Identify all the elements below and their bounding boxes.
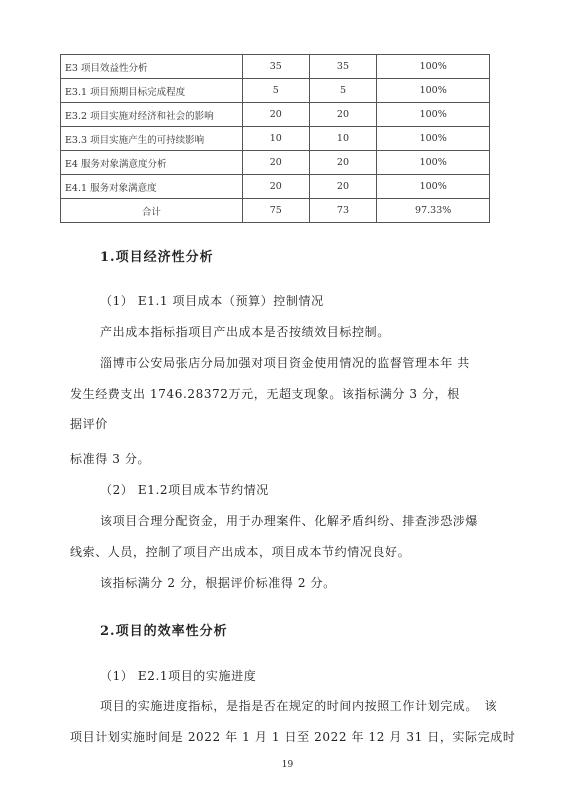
indicator-name-cell: E3.1 项目预期目标完成程度 [61, 79, 243, 103]
score-cell: 5 [309, 79, 377, 103]
table-row [61, 199, 490, 223]
indicator-name-cell: E4 服务对象满意度分析 [61, 151, 243, 175]
table-row [61, 79, 490, 103]
score-cell: 73 [309, 199, 377, 223]
indicator-name-cell: E3 项目效益性分析 [61, 55, 243, 79]
score-cell: 20 [309, 103, 377, 127]
indicator-name-cell: E3.2 项目实施对经济和社会的影响 [61, 103, 243, 127]
score-cell: 35 [309, 55, 377, 79]
full-score-cell: 20 [242, 151, 309, 175]
table-row [61, 127, 490, 151]
indicator-name-cell: E3.3 项目实施产生的可持续影响 [61, 127, 243, 151]
paragraph: 据评价 [70, 417, 108, 431]
table-row [61, 151, 490, 175]
paragraph: 该指标满分 2 分，根据评价标准得 2 分。 [100, 576, 336, 590]
section-heading-economy: 1.项目经济性分析 [100, 250, 214, 265]
paragraph: 发生经费支出 1746.28372万元，无超支现象。该指标满分 3 分，根 [70, 387, 460, 401]
page-number: 19 [281, 760, 294, 770]
rate-cell: 97.33% [377, 199, 490, 223]
rate-cell: 100% [377, 127, 490, 151]
subsection-cost-control: （1） E1.1 项目成本（预算）控制情况 [100, 294, 324, 308]
paragraph: 淄博市公安局张店分局加强对项目资金使用情况的监督管理本年 共 [100, 356, 470, 370]
full-score-cell: 20 [242, 103, 309, 127]
table-row [61, 175, 490, 199]
rate-cell: 100% [377, 175, 490, 199]
paragraph: 标准得 3 分。 [70, 452, 151, 466]
table-row [61, 55, 490, 79]
full-score-cell: 20 [242, 175, 309, 199]
subsection-cost-saving: （2） E1.2项目成本节约情况 [100, 483, 269, 497]
section-heading-efficiency: 2.项目的效率性分析 [100, 624, 228, 639]
indicator-name-cell: 合计 [61, 199, 243, 223]
indicator-name-cell: E4.1 服务对象满意度 [61, 175, 243, 199]
full-score-cell: 75 [242, 199, 309, 223]
score-table-body [61, 55, 490, 223]
score-table [60, 54, 490, 223]
score-cell: 20 [309, 151, 377, 175]
paragraph: 产出成本指标指项目产出成本是否按绩效目标控制。 [100, 325, 390, 339]
rate-cell: 100% [377, 79, 490, 103]
full-score-cell: 35 [242, 55, 309, 79]
paragraph: 项目计划实施时间是 2022 年 1 月 1 日至 2022 年 12 月 31 日，实际完成时 [70, 730, 516, 744]
full-score-cell: 10 [242, 127, 309, 151]
rate-cell: 100% [377, 103, 490, 127]
subsection-progress: （1） E2.1项目的实施进度 [100, 669, 257, 683]
rate-cell: 100% [377, 55, 490, 79]
paragraph: 线索、人员，控制了项目产出成本，项目成本节约情况良好。 [70, 545, 411, 559]
paragraph: 项目的实施进度指标，是指是否在规定的时间内按照工作计划完成。 该 [100, 699, 498, 713]
score-cell: 20 [309, 175, 377, 199]
full-score-cell: 5 [242, 79, 309, 103]
score-cell: 10 [309, 127, 377, 151]
table-row [61, 103, 490, 127]
rate-cell: 100% [377, 151, 490, 175]
paragraph: 该项目合理分配资金，用于办理案件、化解矛盾纠纷、排查涉恐涉爆 [100, 514, 479, 528]
